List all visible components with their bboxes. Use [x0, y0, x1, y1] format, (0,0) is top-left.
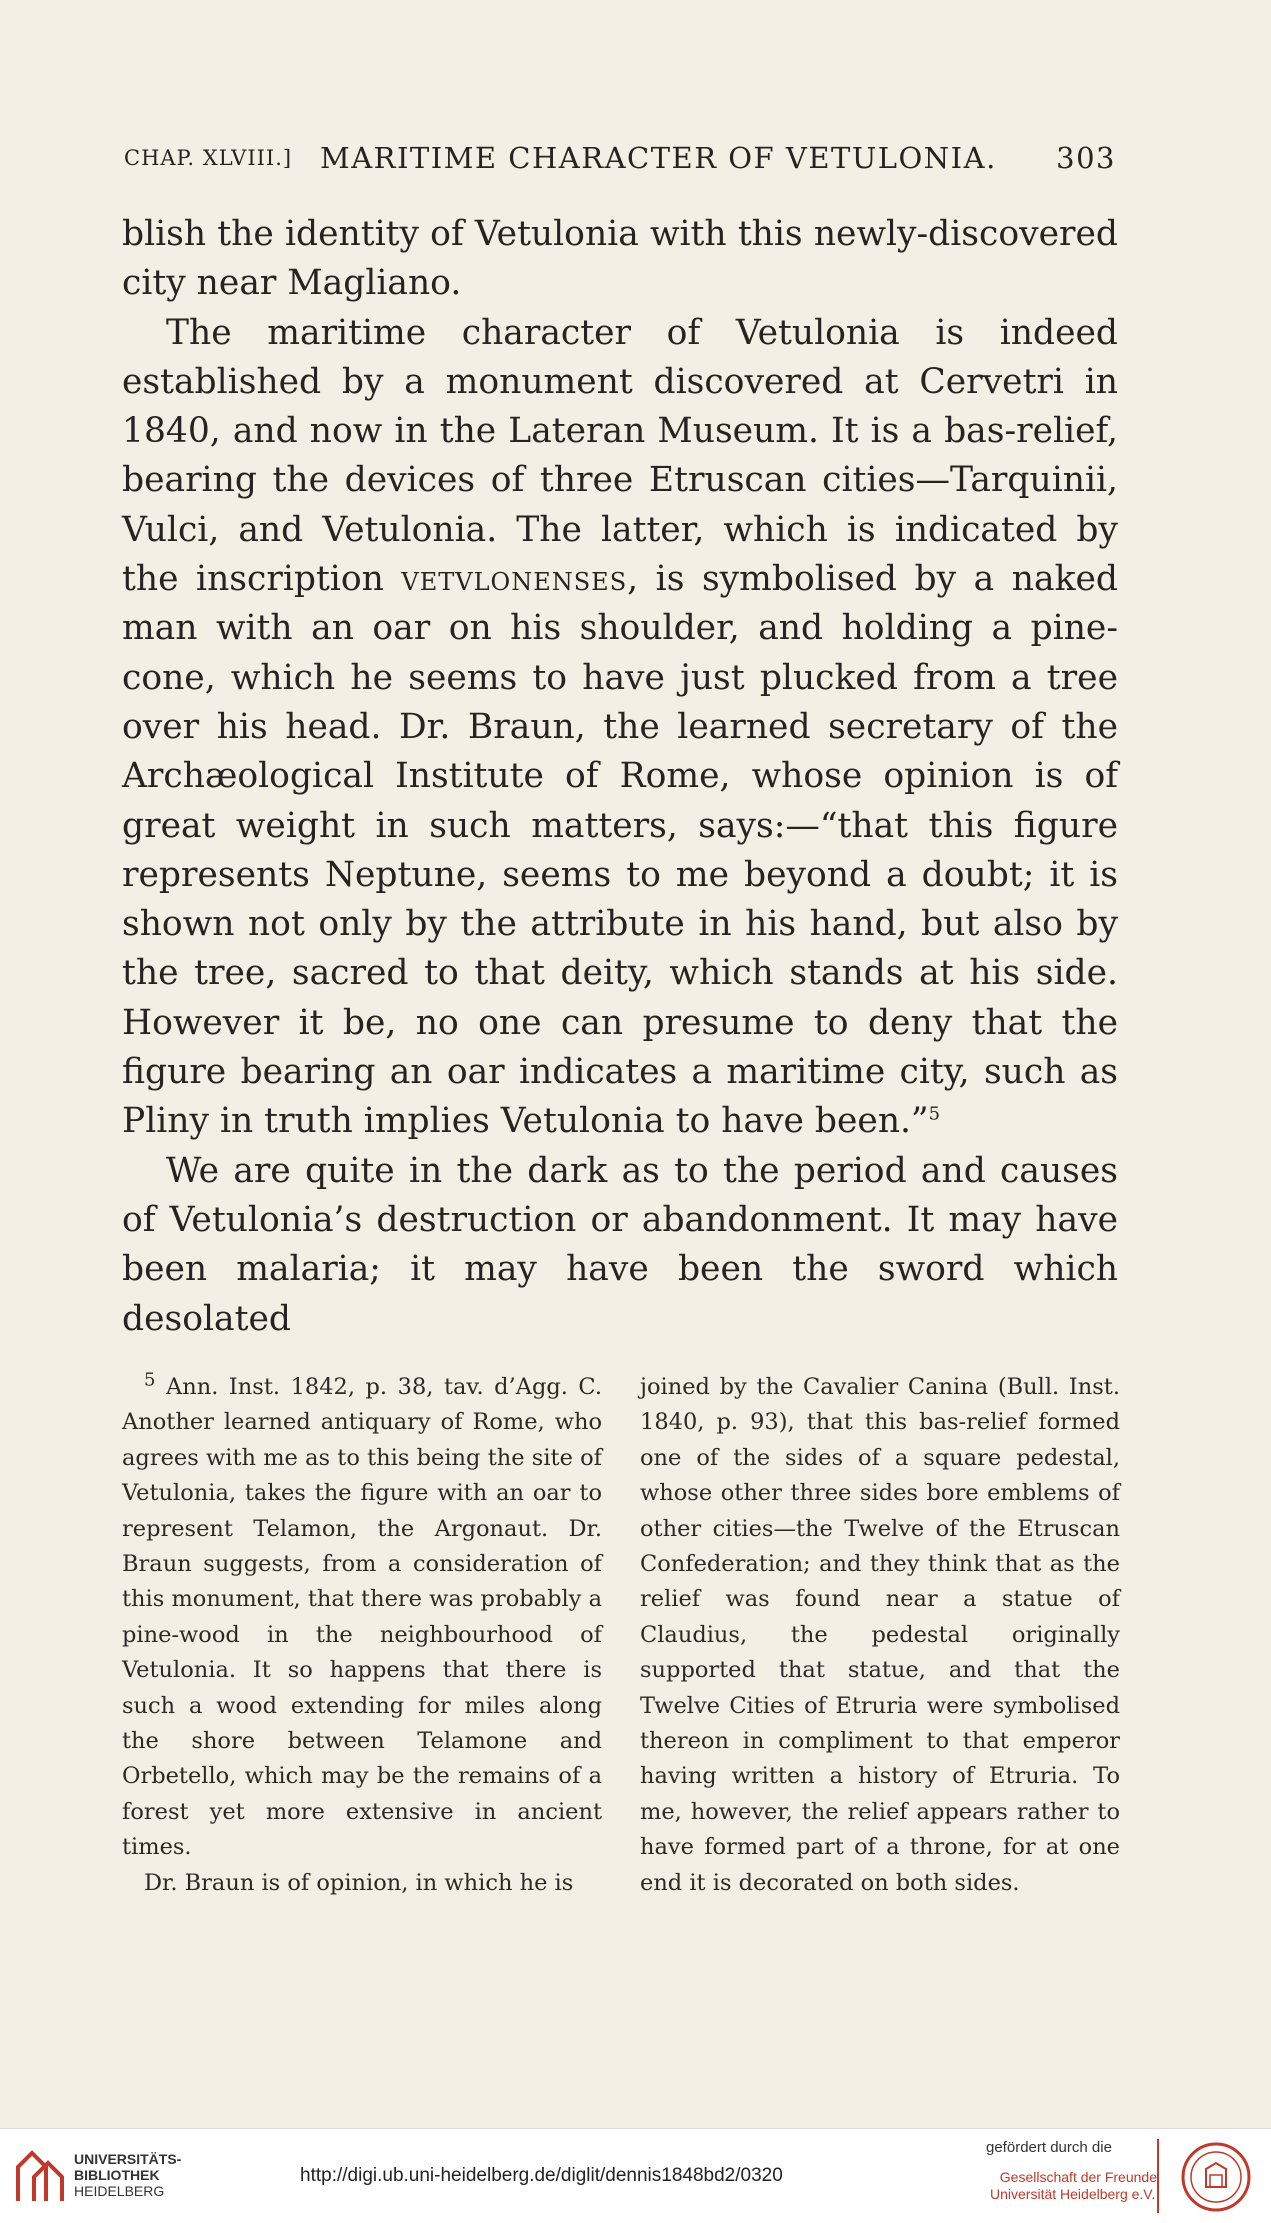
running-title: MARITIME CHARACTER OF VETULONIA.	[320, 141, 997, 175]
paragraph-continuation: blish the identity of Vetulonia with this newly-discovered city near Magliano.	[122, 214, 1118, 304]
running-header	[124, 136, 1116, 180]
library-name-line3: HEIDELBERG	[74, 2183, 165, 2199]
library-name-line1: UNIVERSITÄTS-	[74, 2151, 182, 2167]
university-seal-icon[interactable]	[1180, 2141, 1252, 2213]
footnote-5	[122, 1370, 602, 1866]
paragraph-maritime-text-b: , is symbolised by a naked man with an oar on his shoulder, and holding a pine-cone, which he seems to have just plucked from a tree over his head. Dr. Braun, the learned secretary of the Archæological Institute of Rome, whose opinion is of great weight in such matters, says:—“that this figure represents Neptune, seems to me beyond a doubt; it is shown not only by the attribute in his hand, but also by the tree, sacred to that deity, which stands at his side. However it be, no one can presume to deny that the figure bearing an oar indicates a maritime city, such as Pliny in truth implies Vetulonia to have been.”	[122, 559, 1119, 1142]
library-name-line2: BIBLIOTHEK	[74, 2167, 160, 2183]
paragraph-maritime	[122, 309, 1118, 1147]
main-text	[122, 210, 1118, 1344]
footnotes-right-column	[640, 1370, 1120, 1901]
university-library-logo-icon[interactable]	[14, 2147, 66, 2205]
footnote-5-continued: Dr. Braun is of opinion, in which he is	[144, 1869, 574, 1896]
inscription-smallcaps: vetvlonenses	[401, 559, 628, 600]
divider	[1157, 2139, 1159, 2213]
footnote-5-right-text: joined by the Cavalier Canina (Bull. Inst. 1840, p. 93), that this bas-relief formed one of the sides of a square pedestal, whose other three sides bore emblems of other cities—the Twelve of the Etruscan Confederation; and they think that as the relief was found near a statue of Claudius, the pedestal originally supported that statue, and that the Twelve Cities of Etruria were symbolised thereon in compliment to that emperor having written a history of Etruria. To me, however, the relief appears rather to have formed part of a throne, for at one end it is decorated on both sides.	[640, 1374, 1120, 1896]
digitization-footer	[0, 2128, 1271, 2223]
paragraph-destruction: We are quite in the dark as to the period and causes of Vetulonia’s destruction or abandonment. It may have been malaria; it may have been the sword which desolated	[122, 1150, 1118, 1339]
footnote-5-text: Ann. Inst. 1842, p. 38, tav. d’Agg. C. Another learned antiquary of Rome, who agrees with me as to this being the site of Vetulonia, takes the figure with an oar to represent Telamon, the Argonaut. Dr. Braun suggests, from a consideration of this monument, that there was probably a pine-wood in the neighbourhood of Vetulonia. It so happens that there is such a wood extending for miles along the shore between Telamone and Orbetello, which may be the remains of a forest yet more extensive in ancient times.	[122, 1374, 603, 1861]
library-name	[74, 2151, 181, 2199]
footnote-mark-5: 5	[144, 1369, 156, 1391]
chapter-label: CHAP. XLVIII.]	[124, 146, 293, 170]
paragraph-maritime-text-a: The maritime character of Vetulonia is indeed established by a monument discovered at Cervetri in 1840, and now in the Lateran Museum. It is a bas-relief, bearing the devices of three Etruscan cities—Tarquinii, Vulci, and Vetulonia. The latter, which is indicated by the inscription	[122, 312, 1118, 600]
funded-by-label: gefördert durch die	[986, 2139, 1112, 2156]
permalink-url[interactable]: http://digi.ub.uni-heidelberg.de/diglit/dennis1848bd2/0320	[300, 2165, 783, 2186]
footnote-ref-5[interactable]: 5	[928, 1103, 941, 1125]
sponsor-line1: Gesellschaft der Freunde	[999, 2169, 1157, 2185]
sponsor-name	[982, 2169, 1157, 2203]
footnotes-left-column	[122, 1370, 602, 1901]
page-number: 303	[1056, 141, 1116, 175]
sponsor-line2: Universität Heidelberg e.V.	[990, 2186, 1156, 2202]
